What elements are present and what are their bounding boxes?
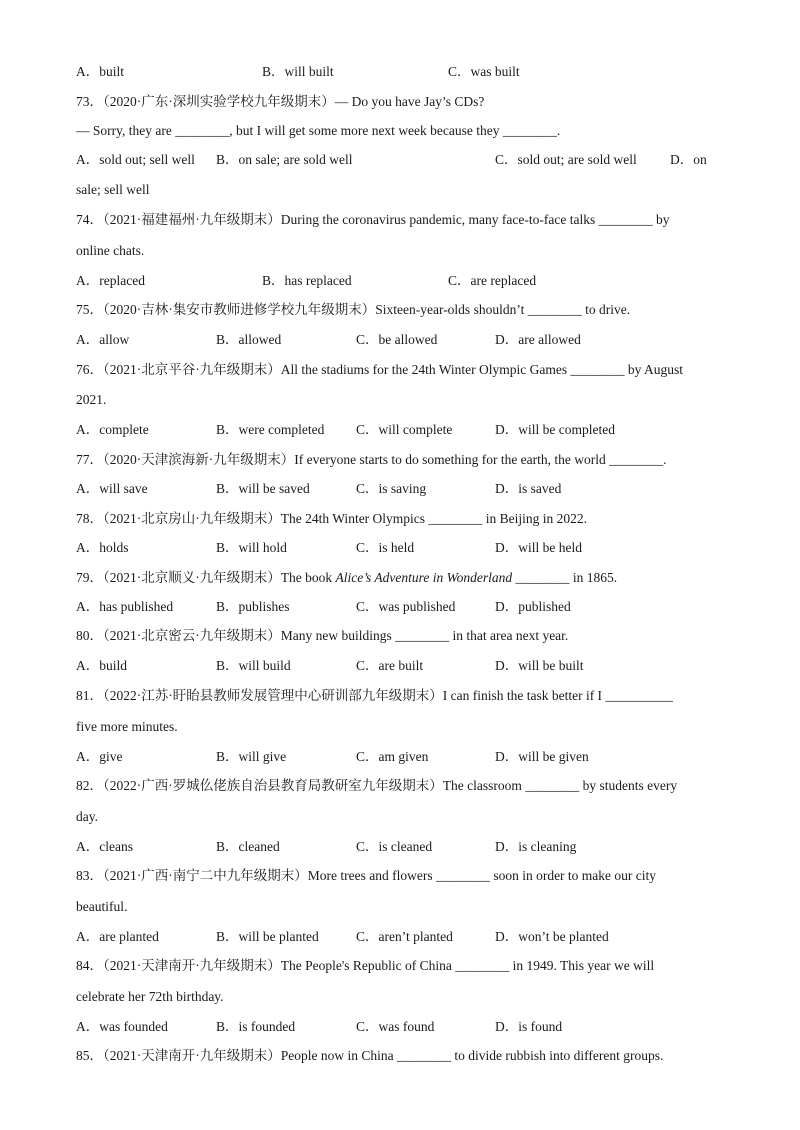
q73-stem-dialogue: — Sorry, they are ________, but I will get some more next week because they ________.	[76, 123, 561, 138]
q79-options	[76, 598, 716, 616]
q79-stem-end: ________ in 1865.	[512, 570, 618, 585]
option-c: C．was found	[356, 1019, 435, 1034]
q72-options	[76, 63, 716, 81]
option-c: C．sold out; are sold well	[495, 152, 637, 167]
option-b: B．will give	[216, 749, 287, 764]
option-d: D．are allowed	[495, 332, 581, 347]
option-c: C．am given	[356, 749, 429, 764]
option-b: B．on sale; are sold well	[216, 152, 353, 167]
q82-stem-continued: day.	[76, 809, 98, 824]
q80-options	[76, 657, 716, 675]
q77-stem: 77．（2020·天津滨海新·九年级期末）If everyone starts to do something for the earth, the world ________.	[76, 452, 667, 467]
option-b: B．is founded	[216, 1019, 296, 1034]
option-d: D．is cleaning	[495, 839, 577, 854]
option-d: D．will be completed	[495, 422, 615, 437]
option-b: B．will be saved	[216, 481, 310, 496]
option-d: D．on	[670, 152, 707, 167]
q76-options	[76, 421, 716, 439]
q84-stem: 84．（2021·天津南开·九年级期末）The People's Republic of China ________ in 1949. This year we will	[76, 958, 655, 973]
option-b: B．were completed	[216, 422, 325, 437]
option-a: A．give	[76, 749, 123, 764]
q76-stem: 76．（2021·北京平谷·九年级期末）All the stadiums for the 24th Winter Olympic Games ________ by August	[76, 362, 684, 377]
q74-options	[76, 272, 716, 290]
q73-stem: 73．（2020·广东·深圳实验学校九年级期末）— Do you have Jay’s CDs?	[76, 94, 485, 109]
option-a: A．are planted	[76, 929, 159, 944]
q76-stem-continued: 2021.	[76, 392, 107, 407]
q83-stem-continued: beautiful.	[76, 899, 128, 914]
q74-stem: 74．（2021·福建福州·九年级期末）During the coronavirus pandemic, many face-to-face talks ________ by	[76, 212, 670, 227]
q81-options	[76, 748, 716, 766]
option-a: A．allow	[76, 332, 130, 347]
option-b: B．cleaned	[216, 839, 280, 854]
option-a: A．built	[76, 64, 125, 79]
option-c: C．are replaced	[448, 273, 537, 288]
option-c: C．be allowed	[356, 332, 438, 347]
option-a: A．has published	[76, 599, 174, 614]
option-d: D．won’t be planted	[495, 929, 609, 944]
q78-options	[76, 539, 716, 557]
option-a: A．will save	[76, 481, 148, 496]
book-title: Alice’s Adventure in Wonderland	[335, 570, 513, 585]
option-b: B．allowed	[216, 332, 282, 347]
option-c: C．was built	[448, 64, 520, 79]
q79-stem	[76, 569, 716, 587]
option-b: B．will built	[262, 64, 334, 79]
q75-stem: 75．（2020·吉林·集安市教师进修学校九年级期末）Sixteen-year-olds shouldn’t ________ to drive.	[76, 302, 631, 317]
option-c: C．will complete	[356, 422, 453, 437]
option-a: A．build	[76, 658, 128, 673]
q73-options-continued: sale; sell well	[76, 182, 150, 197]
q83-options	[76, 928, 716, 946]
q84-stem-continued: celebrate her 72th birthday.	[76, 989, 224, 1004]
option-d: D．will be built	[495, 658, 584, 673]
option-a: A．cleans	[76, 839, 133, 854]
option-a: A．complete	[76, 422, 149, 437]
option-c: C．is cleaned	[356, 839, 433, 854]
option-a: A．holds	[76, 540, 129, 555]
q81-stem-continued: five more minutes.	[76, 719, 178, 734]
q79-stem-start: 79．（2021·北京顺义·九年级期末）The book	[76, 570, 336, 585]
option-c: C．is held	[356, 540, 415, 555]
q77-options	[76, 480, 716, 498]
q82-options	[76, 838, 716, 856]
option-c: C．are built	[356, 658, 424, 673]
q84-options	[76, 1018, 716, 1036]
q73-options	[76, 151, 716, 169]
q80-stem: 80．（2021·北京密云·九年级期末）Many new buildings ________ in that area next year.	[76, 628, 569, 643]
option-c: C．is saving	[356, 481, 427, 496]
option-b: B．will hold	[216, 540, 287, 555]
q82-stem: 82．（2022·广西·罗城仫佬族自治县教育局教研室九年级期末）The classroom ________ by students every	[76, 778, 678, 793]
option-a: A．sold out; sell well	[76, 152, 195, 167]
option-b: B．publishes	[216, 599, 290, 614]
option-b: B．has replaced	[262, 273, 352, 288]
q83-stem: 83．（2021·广西·南宁二中九年级期末）More trees and flowers ________ soon in order to make our city	[76, 868, 657, 883]
option-d: D．is found	[495, 1019, 563, 1034]
q81-stem: 81．（2022·江苏·盱眙县教师发展管理中心研训部九年级期末）I can finish the task better if I __________	[76, 688, 673, 703]
option-c: C．aren’t planted	[356, 929, 453, 944]
q74-stem-continued: online chats.	[76, 243, 145, 258]
option-b: B．will be planted	[216, 929, 319, 944]
option-a: A．was founded	[76, 1019, 168, 1034]
option-d: D．will be given	[495, 749, 589, 764]
q75-options	[76, 331, 716, 349]
option-d: D．published	[495, 599, 571, 614]
option-b: B．will build	[216, 658, 291, 673]
q78-stem: 78．（2021·北京房山·九年级期末）The 24th Winter Olympics ________ in Beijing in 2022.	[76, 511, 588, 526]
option-d: D．will be held	[495, 540, 582, 555]
option-c: C．was published	[356, 599, 456, 614]
option-a: A．replaced	[76, 273, 145, 288]
q85-stem: 85．（2021·天津南开·九年级期末）People now in China ________ to divide rubbish into different groups.	[76, 1048, 664, 1063]
option-d: D．is saved	[495, 481, 562, 496]
